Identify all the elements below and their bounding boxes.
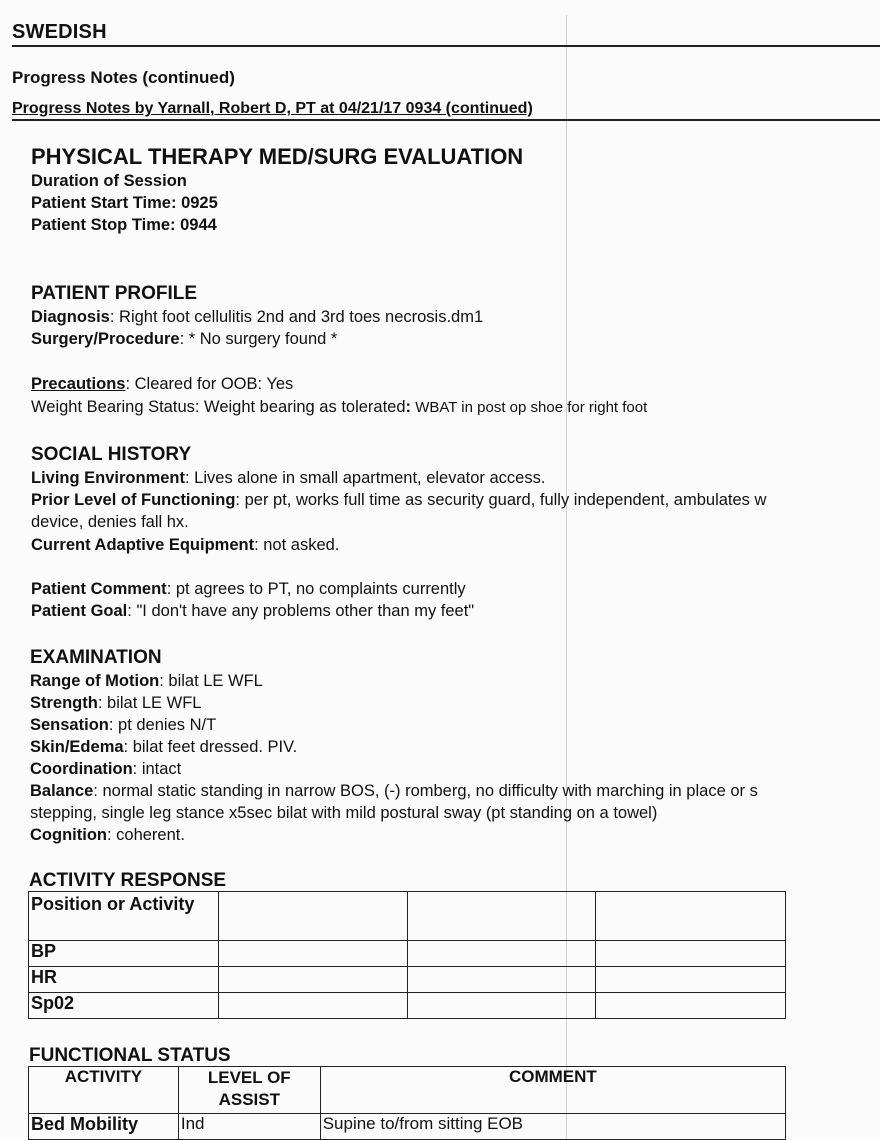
- stop-time: Patient Stop Time: 0944: [31, 216, 217, 234]
- prior-function-value: : per pt, works full time as security guard, fully independent, ambulates w: [235, 491, 767, 509]
- row-label-position: Position or Activity: [29, 892, 219, 941]
- row-label-hr: HR: [29, 967, 219, 993]
- cell-comment: Supine to/from sitting EOB: [320, 1114, 785, 1140]
- cognition-label: Cognition: [30, 826, 107, 844]
- skin-line: [30, 738, 297, 757]
- coordination-value: : intact: [132, 760, 182, 778]
- precautions-line: [31, 375, 293, 394]
- table-cell: [407, 892, 596, 941]
- patient-profile-heading: PATIENT PROFILE: [31, 283, 198, 304]
- table-cell: [596, 967, 786, 993]
- table-header-row: [29, 1067, 786, 1114]
- surgery-line: [31, 330, 337, 349]
- table-cell: [218, 941, 407, 967]
- strength-label: Strength: [30, 694, 98, 712]
- goal-value: : "I don't have any problems other than my feet": [127, 602, 475, 620]
- balance-value: : normal static standing in narrow BOS, (-) romberg, no difficulty with marching in place or s: [93, 782, 758, 800]
- weight-bearing-status: Weight Bearing Status: Weight bearing as tolerated: [31, 398, 406, 416]
- balance-cont: stepping, single leg stance x5sec bilat with mild postural sway (pt standing on a towel): [30, 804, 658, 822]
- precautions-value: : Cleared for OOB: Yes: [125, 375, 294, 393]
- cell-assist: Ind: [178, 1114, 320, 1140]
- document-title: PHYSICAL THERAPY MED/SURG EVALUATION: [31, 144, 524, 169]
- equipment-label: Current Adaptive Equipment: [31, 536, 255, 554]
- byline-rule: [12, 119, 880, 121]
- functional-status-heading: FUNCTIONAL STATUS: [29, 1045, 231, 1066]
- precautions-label: Precautions: [31, 375, 126, 393]
- row-label-spo2: Sp02: [29, 993, 219, 1019]
- column-header-comment: COMMENT: [320, 1067, 785, 1114]
- weight-bearing-colon: :: [405, 398, 412, 416]
- comment-label: Patient Comment: [31, 580, 167, 598]
- cell-activity: Bed Mobility: [29, 1114, 179, 1140]
- org-header: SWEDISH: [12, 21, 107, 43]
- coordination-line: [30, 760, 181, 779]
- goal-label: Patient Goal: [31, 602, 128, 620]
- functional-status-table: [28, 1066, 786, 1140]
- balance-label: Balance: [30, 782, 94, 800]
- comment-value: : pt agrees to PT, no complaints currently: [166, 580, 466, 598]
- strength-line: [30, 694, 201, 713]
- skin-value: : bilat feet dressed. PIV.: [123, 738, 298, 756]
- table-cell: [407, 941, 596, 967]
- sensation-value: : pt denies N/T: [108, 716, 217, 734]
- table-cell: [218, 993, 407, 1019]
- section-title: Progress Notes (continued): [12, 68, 235, 87]
- sensation-label: Sensation: [30, 716, 109, 734]
- table-cell: [218, 892, 407, 941]
- prior-function-cont: device, denies fall hx.: [31, 513, 189, 531]
- rom-line: [30, 672, 263, 691]
- living-label: Living Environment: [31, 469, 186, 487]
- row-label-bp: BP: [29, 941, 219, 967]
- living-value: : Lives alone in small apartment, elevator access.: [185, 469, 546, 487]
- prior-function-line: [31, 491, 766, 510]
- table-cell: [596, 892, 786, 941]
- table-cell: [407, 967, 596, 993]
- coordination-label: Coordination: [30, 760, 133, 778]
- table-row: [29, 993, 786, 1019]
- table-row: [29, 941, 786, 967]
- table-cell: [596, 941, 786, 967]
- start-time: Patient Start Time: 0925: [31, 194, 218, 212]
- table-cell: [407, 993, 596, 1019]
- surgery-value: : * No surgery found *: [179, 330, 338, 348]
- weight-bearing-line: [31, 398, 647, 417]
- diagnosis-value: : Right foot cellulitis 2nd and 3rd toes necrosis.dm1: [109, 308, 484, 326]
- prior-function-label: Prior Level of Functioning: [31, 491, 236, 509]
- weight-bearing-note: WBAT in post op shoe for right foot: [411, 399, 648, 416]
- skin-label: Skin/Edema: [30, 738, 124, 756]
- activity-response-heading: ACTIVITY RESPONSE: [29, 870, 227, 891]
- header-rule: [12, 45, 880, 47]
- table-row: [29, 967, 786, 993]
- balance-line: [30, 782, 758, 801]
- diagnosis-line: [31, 308, 483, 327]
- table-row: [29, 892, 786, 941]
- comment-line: [31, 580, 466, 599]
- table-cell: [596, 993, 786, 1019]
- surgery-label: Surgery/Procedure: [31, 330, 180, 348]
- activity-response-table: [28, 891, 786, 1019]
- equipment-line: [31, 536, 339, 555]
- table-row: [29, 1114, 786, 1140]
- goal-line: [31, 602, 474, 621]
- living-line: [31, 469, 545, 488]
- table-cell: [218, 967, 407, 993]
- equipment-value: : not asked.: [254, 536, 340, 554]
- rom-value: : bilat LE WFL: [159, 672, 263, 690]
- cognition-line: [30, 826, 185, 845]
- duration-label: Duration of Session: [31, 172, 187, 190]
- column-header-level-of-assist: LEVEL OF ASSIST: [178, 1067, 320, 1114]
- rom-label: Range of Motion: [30, 672, 160, 690]
- column-header-activity: ACTIVITY: [29, 1067, 179, 1114]
- diagnosis-label: Diagnosis: [31, 308, 110, 326]
- note-byline: Progress Notes by Yarnall, Robert D, PT at 04/21/17 0934 (continued): [12, 100, 533, 117]
- strength-value: : bilat LE WFL: [97, 694, 202, 712]
- sensation-line: [30, 716, 216, 735]
- cognition-value: : coherent.: [106, 826, 185, 844]
- examination-heading: EXAMINATION: [30, 647, 162, 668]
- social-history-heading: SOCIAL HISTORY: [31, 444, 192, 465]
